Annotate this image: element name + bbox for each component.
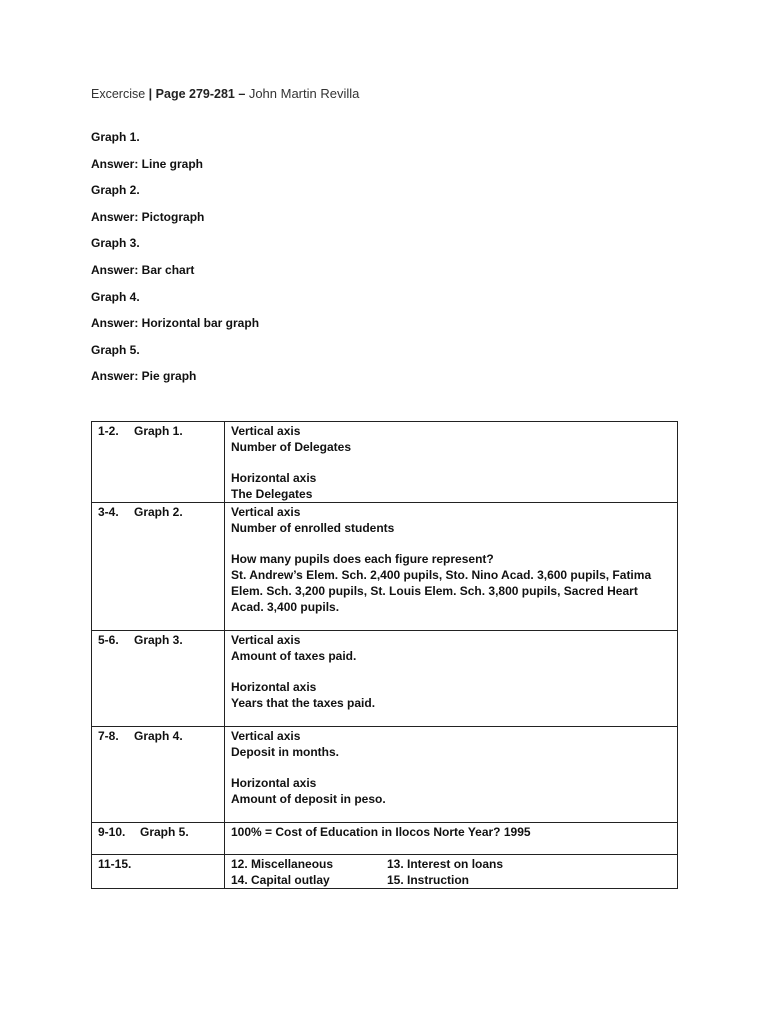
graph-label: Graph 1. [134,424,183,438]
item-number: 5-6. [98,633,119,647]
vertical-axis-value: Number of enrolled students [231,521,395,535]
header-separator: | [148,87,153,101]
list-item: 15. Instruction [387,873,470,887]
answer-text: Answer: Line graph [91,156,204,171]
list-item: 14. Capital outlay [231,873,330,887]
row-label-cell [92,823,225,855]
graph-label: Graph 5. [91,342,140,357]
vertical-axis-label: Vertical axis [231,729,301,743]
row-label-cell [92,422,225,503]
row-content-cell [225,823,678,855]
answers-list [91,130,259,396]
vertical-axis-label: Vertical axis [231,633,301,647]
graph-label: Graph 3. [91,236,140,251]
answer-text: Answer: Horizontal bar graph [91,316,260,331]
graph-label: Graph 2. [91,183,140,198]
table-row [92,631,678,727]
item-number: 11-15. [98,857,132,871]
header-author: John Martin Revilla [248,86,360,101]
item-number: 9-10. [98,825,126,839]
row-label-cell [92,855,225,889]
horizontal-axis-label: Horizontal axis [231,471,317,485]
graph-label: Graph 4. [134,729,183,743]
row-content-cell [225,727,678,823]
question-text: How many pupils does each figure represent? [231,552,494,566]
header-dash: – [238,87,246,101]
list-item: 13. Interest on loans [387,857,504,871]
item-number: 3-4. [98,505,119,519]
vertical-axis-label: Vertical axis [231,505,301,519]
graph-label: Graph 2. [134,505,183,519]
answer-text: Answer: Pie graph [91,369,197,384]
item-number: 7-8. [98,729,119,743]
list-item: 12. Miscellaneous [231,857,334,871]
pie-graph-total: 100% = Cost of Education in Ilocos Norte Year? 1995 [231,825,531,839]
answer-text: Answer: Bar chart [91,262,195,277]
vertical-axis-value: Number of Delegates [231,440,352,454]
row-content-cell [225,855,678,889]
item-number: 1-2. [98,424,119,438]
graph-label: Graph 4. [91,289,140,304]
horizontal-axis-value: Amount of deposit in peso. [231,792,386,806]
table-row [92,727,678,823]
row-label-cell [92,503,225,631]
answers-table [91,421,678,889]
table-row [92,422,678,503]
table-row [92,855,678,889]
horizontal-axis-value: The Delegates [231,487,313,501]
document-header [91,86,359,101]
table-row [92,823,678,855]
row-label-cell [92,727,225,823]
header-title: Excercise [91,87,146,101]
horizontal-axis-label: Horizontal axis [231,776,317,790]
vertical-axis-label: Vertical axis [231,424,301,438]
horizontal-axis-label: Horizontal axis [231,680,317,694]
graph-label: Graph 3. [134,633,183,647]
graph-label: Graph 5. [140,825,189,839]
table-row [92,503,678,631]
question-answer: St. Andrew’s Elem. Sch. 2,400 pupils, Sto. Nino Acad. 3,600 pupils, Fatima Elem. Sch. 3,200 pupils, St. Louis Elem. Sch. 3,800 pupils, Sacred Heart Acad. 3,400 pupils. [231,568,652,614]
header-pages: Page 279-281 [155,87,235,101]
row-content-cell [225,631,678,727]
row-content-cell [225,503,678,631]
row-content-cell [225,422,678,503]
answer-text: Answer: Pictograph [91,209,205,224]
horizontal-axis-value: Years that the taxes paid. [231,696,376,710]
row-label-cell [92,631,225,727]
vertical-axis-value: Amount of taxes paid. [231,649,357,663]
graph-label: Graph 1. [91,130,140,144]
vertical-axis-value: Deposit in months. [231,745,339,759]
